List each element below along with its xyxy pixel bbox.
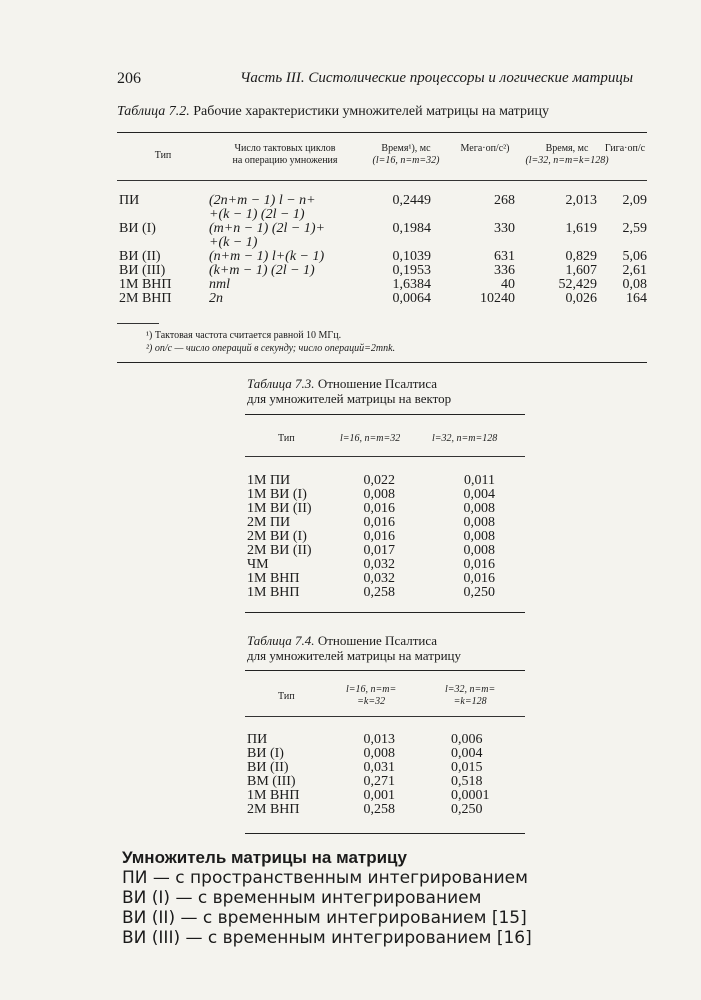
table73-cell-v2: 0,008 bbox=[463, 515, 495, 530]
table73-cell-v1: 0,022 bbox=[363, 473, 395, 488]
table72-header-time1 bbox=[362, 143, 450, 167]
table73-cell-type: ЧМ bbox=[247, 557, 269, 572]
table74-header-rule bbox=[245, 716, 525, 717]
table-row bbox=[119, 208, 647, 222]
table-row bbox=[119, 264, 647, 278]
table-row bbox=[119, 250, 647, 264]
table-row bbox=[247, 502, 495, 516]
table72-header-type: Тип bbox=[154, 150, 172, 161]
table73-header-col1: l=16, n=m=32 bbox=[340, 433, 401, 444]
table72-cell-giga: 5,06 bbox=[622, 249, 647, 264]
table72-cell-type bbox=[119, 208, 209, 222]
table72-cell-mega: 631 bbox=[494, 249, 515, 264]
table72-header-mega bbox=[447, 143, 523, 155]
table-row bbox=[247, 775, 551, 789]
table72-cell-mega: 268 bbox=[494, 193, 515, 208]
table-row bbox=[247, 586, 495, 600]
table72-bottom-rule bbox=[117, 362, 647, 363]
table72-cell-cycles: (2n+m − 1) l − n+ bbox=[209, 193, 316, 208]
table74-cell-v2: 0,0001 bbox=[451, 788, 490, 803]
note-line: ПИ — с пространственным интегрированием bbox=[122, 868, 528, 888]
table73-cell-v2: 0,008 bbox=[463, 543, 495, 558]
table74-cell-v1: 0,258 bbox=[363, 802, 395, 817]
table74-cell-type: ПИ bbox=[247, 732, 268, 747]
table72-cell-time2: 0,026 bbox=[565, 291, 597, 306]
table74-cell-v1: 0,271 bbox=[363, 774, 395, 789]
table73-cell-type: 2М ПИ bbox=[247, 515, 291, 530]
table74-header-col1 bbox=[346, 684, 396, 708]
table73-cell-type: 2М ВИ (I) bbox=[247, 529, 307, 544]
table72-cell-mega bbox=[431, 236, 515, 250]
table74-bottom-rule bbox=[245, 833, 525, 834]
table74-cell-v2: 0,004 bbox=[451, 746, 483, 761]
table72-cell-giga: 2,09 bbox=[622, 193, 647, 208]
table74-caption-text-2: для умножителей матрицы на матрицу bbox=[247, 648, 461, 663]
table73-cell-type: 1М ПИ bbox=[247, 473, 291, 488]
table72-cell-giga: 2,61 bbox=[622, 263, 647, 278]
table72-cell-cycles: +(k − 1) (2l − 1) bbox=[209, 207, 305, 222]
table73-cell-type: 1М ВИ (I) bbox=[247, 487, 307, 502]
table72-header-time2-line1: Время, мс bbox=[545, 143, 589, 154]
table72-cell-giga bbox=[597, 208, 647, 222]
table74-cell-type: ВМ (III) bbox=[247, 774, 296, 789]
table74-cell-type: 1М ВНП bbox=[247, 788, 300, 803]
table-row bbox=[247, 747, 551, 761]
table72-cell-time1 bbox=[377, 208, 431, 222]
table72-caption-label: Таблица 7.2. bbox=[117, 104, 190, 119]
note-lines bbox=[122, 868, 532, 948]
table74-cell-v2: 0,015 bbox=[451, 760, 483, 775]
table-row bbox=[247, 530, 495, 544]
table72-cell-type: ВИ (II) bbox=[119, 249, 161, 264]
table72-cell-type: ВИ (I) bbox=[119, 221, 156, 236]
table72-header-time1-line2: (l=16, n=m=32) bbox=[372, 155, 440, 166]
table72-cell-type bbox=[119, 236, 209, 250]
table74-cell-v1: 0,001 bbox=[363, 788, 395, 803]
running-head: Часть III. Систолические процессоры и логические матрицы bbox=[240, 70, 634, 86]
table-row bbox=[247, 761, 551, 775]
table-row bbox=[119, 278, 647, 292]
table72-footnote-1: ¹) Тактовая частота считается равной 10 МГц. bbox=[146, 330, 342, 341]
table74-header-col2 bbox=[445, 684, 495, 708]
table72-cell-time2 bbox=[515, 208, 597, 222]
table72-cell-cycles: (k+m − 1) (2l − 1) bbox=[209, 263, 315, 278]
table73-header-type: Тип bbox=[278, 433, 295, 444]
table74-body bbox=[247, 733, 551, 817]
table74-top-rule bbox=[245, 670, 525, 671]
table72-header-cycles bbox=[205, 143, 365, 167]
table-row bbox=[247, 572, 495, 586]
table72-cell-time1: 0,1039 bbox=[392, 249, 431, 264]
table72-footnote-2: ²) оп/с — число операций в секунду; число операций=2mnk. bbox=[146, 343, 396, 354]
table73-cell-v1: 0,017 bbox=[363, 543, 395, 558]
table72-cell-time1: 0,1953 bbox=[392, 263, 431, 278]
table72-cell-time2: 2,013 bbox=[565, 193, 597, 208]
table72-cell-time2: 1,619 bbox=[565, 221, 597, 236]
table72-cell-time1: 0,2449 bbox=[392, 193, 431, 208]
table73-cell-v1: 0,008 bbox=[363, 487, 395, 502]
table72-cell-mega bbox=[431, 208, 515, 222]
table72-cell-time1: 0,1984 bbox=[392, 221, 431, 236]
note-line: ВИ (II) — с временным интегрированием [15] bbox=[122, 908, 527, 928]
table72-cell-mega: 40 bbox=[501, 277, 515, 292]
table72-cell-type: ПИ bbox=[119, 193, 140, 208]
table72-header-rule bbox=[117, 180, 647, 181]
table-row bbox=[247, 733, 551, 747]
table74-cell-v1: 0,031 bbox=[363, 760, 395, 775]
table72-cell-time1: 1,6384 bbox=[392, 277, 431, 292]
table73-caption-text-1: Отношение Псалтиса bbox=[317, 376, 438, 391]
table74-header-col1-line2: =k=32 bbox=[357, 696, 386, 707]
table72-cell-time1 bbox=[377, 236, 431, 250]
table72-body bbox=[119, 194, 647, 306]
table74-header-type: Тип bbox=[278, 691, 295, 702]
table73-body bbox=[247, 474, 495, 600]
table73-cell-v1: 0,032 bbox=[363, 571, 395, 586]
table73-cell-v1: 0,016 bbox=[363, 529, 395, 544]
table73-cell-v1: 0,016 bbox=[363, 515, 395, 530]
table73-cell-v2: 0,008 bbox=[463, 501, 495, 516]
table72-cell-time2: 0,829 bbox=[565, 249, 597, 264]
table72-header-giga bbox=[595, 143, 655, 155]
table-row bbox=[247, 789, 551, 803]
table74-caption bbox=[247, 633, 461, 663]
page-number: 206 bbox=[117, 70, 141, 87]
table73-cell-type: 1М ВНП bbox=[247, 571, 300, 586]
table72-header-time2-line2: (l=32, n=m=k=128) bbox=[525, 155, 609, 166]
table74-cell-v2: 0,250 bbox=[451, 802, 483, 817]
table73-caption-label: Таблица 7.3. bbox=[247, 376, 315, 391]
table73-cell-v2: 0,016 bbox=[463, 557, 495, 572]
table74-header-col2-line1: l=32, n=m= bbox=[445, 684, 496, 695]
table72-cell-giga: 0,08 bbox=[622, 277, 647, 292]
table72-cell-mega: 336 bbox=[494, 263, 515, 278]
table72-cell-time1: 0,0064 bbox=[392, 291, 431, 306]
table72-cell-cycles: 2n bbox=[209, 291, 223, 306]
table72-cell-cycles: (m+n − 1) (2l − 1)+ bbox=[209, 221, 325, 236]
table74-header-col1-line1: l=16, n=m= bbox=[346, 684, 397, 695]
table74-caption-text-1: Отношение Псалтиса bbox=[317, 633, 438, 648]
note-line: ВИ (I) — с временным интегрированием bbox=[122, 888, 482, 908]
table72-cell-giga: 164 bbox=[626, 291, 647, 306]
table73-caption-text-2: для умножителей матрицы на вектор bbox=[247, 391, 452, 406]
table72-cell-time2: 1,607 bbox=[565, 263, 597, 278]
table73-cell-type: 1М ВНП bbox=[247, 585, 300, 600]
table74-cell-type: 2М ВНП bbox=[247, 802, 300, 817]
table-row bbox=[247, 488, 495, 502]
table73-cell-v1: 0,016 bbox=[363, 501, 395, 516]
table73-cell-v2: 0,011 bbox=[464, 473, 495, 488]
table-row bbox=[247, 803, 551, 817]
table-row bbox=[119, 194, 647, 208]
table-row bbox=[119, 236, 647, 250]
table74-cell-v1: 0,008 bbox=[363, 746, 395, 761]
table72-cell-giga bbox=[597, 236, 647, 250]
table72-cell-time2: 52,429 bbox=[558, 277, 597, 292]
table73-top-rule bbox=[245, 414, 525, 415]
table72-cell-type: 2М ВНП bbox=[119, 291, 172, 306]
table72-caption-text: Рабочие характеристики умножителей матрицы на матрицу bbox=[193, 104, 549, 119]
footnote-rule bbox=[117, 323, 159, 324]
table72-cell-time2 bbox=[515, 236, 597, 250]
table73-bottom-rule bbox=[245, 612, 525, 613]
table-row bbox=[247, 474, 495, 488]
table74-cell-type: ВИ (II) bbox=[247, 760, 289, 775]
table72-cell-cycles: nml bbox=[209, 277, 230, 292]
table72-cell-mega: 10240 bbox=[480, 291, 515, 306]
table72-header-cycles-line1: Число тактовых циклов bbox=[234, 143, 336, 154]
table72-cell-giga: 2,59 bbox=[622, 221, 647, 236]
table73-caption bbox=[247, 376, 451, 406]
table72-cell-type: 1М ВНП bbox=[119, 277, 172, 292]
table72-header-cycles-line2: на операцию умножения bbox=[232, 155, 338, 166]
table73-header-col2: l=32, n=m=128 bbox=[432, 433, 498, 444]
table-row bbox=[119, 222, 647, 236]
note-line: ВИ (III) — с временным интегрированием [16] bbox=[122, 928, 532, 948]
table73-header-rule bbox=[245, 456, 525, 457]
table73-cell-type: 2М ВИ (II) bbox=[247, 543, 312, 558]
table72-cell-cycles: (n+m − 1) l+(k − 1) bbox=[209, 249, 325, 264]
table74-header-col2-line2: =k=128 bbox=[453, 696, 487, 707]
table73-cell-type: 1М ВИ (II) bbox=[247, 501, 312, 516]
table72-cell-mega: 330 bbox=[494, 221, 515, 236]
note-title: Умножитель матрицы на матрицу bbox=[122, 848, 407, 867]
table74-cell-v1: 0,013 bbox=[363, 732, 395, 747]
table74-cell-v2: 0,518 bbox=[451, 774, 483, 789]
table72-caption bbox=[117, 104, 549, 120]
table74-cell-type: ВИ (I) bbox=[247, 746, 284, 761]
table-row bbox=[247, 558, 495, 572]
table72-cell-cycles: +(k − 1) bbox=[209, 235, 258, 250]
table-row bbox=[119, 292, 647, 306]
table73-cell-v1: 0,258 bbox=[363, 585, 395, 600]
table73-cell-v1: 0,032 bbox=[363, 557, 395, 572]
table72-header-giga-line1: Гига·оп/с bbox=[604, 143, 646, 154]
table-row bbox=[247, 544, 495, 558]
table72-header-mega-line1: Мега·оп/с²) bbox=[460, 143, 510, 154]
table73-cell-v2: 0,008 bbox=[463, 529, 495, 544]
table74-cell-v2: 0,006 bbox=[451, 732, 483, 747]
table73-cell-v2: 0,250 bbox=[463, 585, 495, 600]
table73-cell-v2: 0,004 bbox=[463, 487, 495, 502]
table73-cell-v2: 0,016 bbox=[463, 571, 495, 586]
table72-cell-type: ВИ (III) bbox=[119, 263, 166, 278]
table-row bbox=[247, 516, 495, 530]
table72-header-time1-line1: Время¹), мс bbox=[381, 143, 431, 154]
table74-caption-label: Таблица 7.4. bbox=[247, 633, 315, 648]
table72-top-rule bbox=[117, 132, 647, 133]
